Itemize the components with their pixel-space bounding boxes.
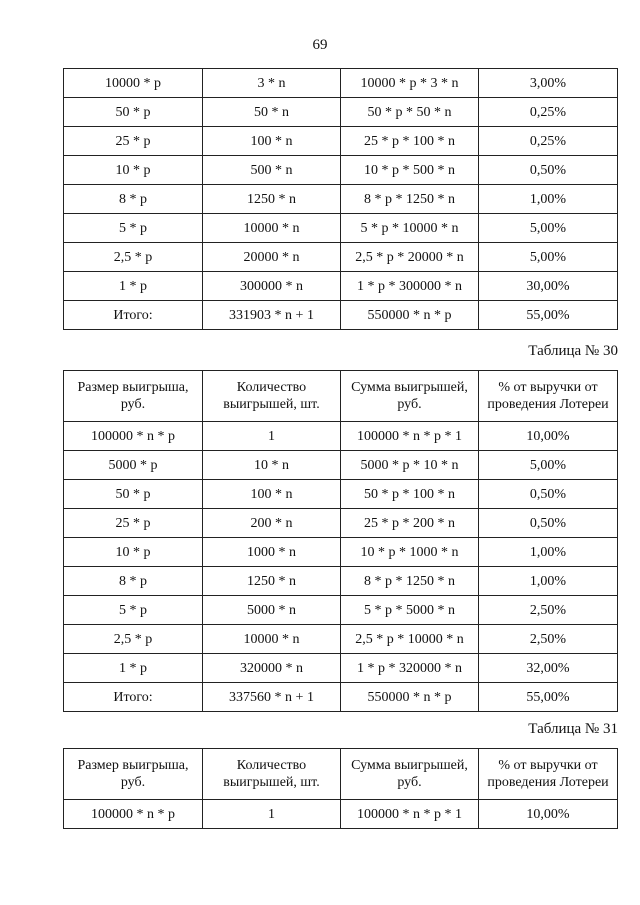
revenue-percent-cell: 30,00% [479,272,618,301]
prize-sum-cell: 2,5 * p * 10000 * n [341,625,479,654]
prize-count-cell: 100 * n [203,480,341,509]
prize-count-cell: 5000 * n [203,596,341,625]
prize-amount-cell: 10 * p [64,156,203,185]
prize-sum-cell: 50 * p * 100 * n [341,480,479,509]
prize-sum-cell: 550000 * n * p [341,683,479,712]
table-row [64,683,618,712]
prize-sum-cell: 8 * p * 1250 * n [341,567,479,596]
prize-sum-cell: 5000 * p * 10 * n [341,451,479,480]
prize-amount-cell: 8 * p [64,185,203,214]
prize-count-cell: 10000 * n [203,625,341,654]
prize-count-header: Количество выигрышей, шт. [203,371,341,422]
table-row [64,625,618,654]
table-row [64,156,618,185]
prize-amount-header: Размер выигрыша, руб. [64,371,203,422]
revenue-percent-cell: 1,00% [479,185,618,214]
revenue-percent-cell: 0,50% [479,480,618,509]
table-row [64,214,618,243]
prize-count-cell: 500 * n [203,156,341,185]
revenue-percent-header: % от выручки от проведения Лотереи [479,371,618,422]
table-31-caption: Таблица № 31 [528,721,618,737]
table-row [64,800,618,829]
prize-sum-cell: 2,5 * p * 20000 * n [341,243,479,272]
prize-amount-cell: 2,5 * p [64,625,203,654]
table-row [64,301,618,330]
prize-sum-cell: 10 * p * 500 * n [341,156,479,185]
prize-amount-cell: 100000 * n * p [64,800,203,829]
prize-amount-cell: 5000 * p [64,451,203,480]
prize-amount-cell: 1 * p [64,272,203,301]
prize-count-cell: 1250 * n [203,185,341,214]
prize-amount-cell: 50 * p [64,480,203,509]
revenue-percent-header: % от выручки от проведения Лотереи [479,749,618,800]
prize-sum-cell: 1 * p * 320000 * n [341,654,479,683]
revenue-percent-cell: 10,00% [479,422,618,451]
prize-table-31 [63,748,618,829]
table-row [64,272,618,301]
table-row [64,69,618,98]
table-30-caption: Таблица № 30 [528,343,618,359]
revenue-percent-cell: 3,00% [479,69,618,98]
prize-count-cell: 10 * n [203,451,341,480]
prize-count-cell: 200 * n [203,509,341,538]
prize-amount-cell: 10000 * p [64,69,203,98]
prize-amount-cell: 5 * p [64,214,203,243]
prize-count-cell: 50 * n [203,98,341,127]
table-row [64,654,618,683]
prize-amount-cell: 10 * p [64,538,203,567]
revenue-percent-cell: 10,00% [479,800,618,829]
table-row [64,567,618,596]
prize-amount-cell: 50 * p [64,98,203,127]
prize-count-cell: 3 * n [203,69,341,98]
prize-count-cell: 20000 * n [203,243,341,272]
table-row [64,127,618,156]
revenue-percent-cell: 1,00% [479,567,618,596]
prize-count-cell: 1000 * n [203,538,341,567]
prize-amount-cell: 8 * p [64,567,203,596]
prize-sum-cell: 8 * p * 1250 * n [341,185,479,214]
table-row [64,98,618,127]
prize-sum-cell: 25 * p * 100 * n [341,127,479,156]
prize-amount-cell: 1 * p [64,654,203,683]
prize-sum-cell: 100000 * n * p * 1 [341,800,479,829]
prize-count-cell: 1 [203,800,341,829]
table-row [64,509,618,538]
prize-sum-cell: 50 * p * 50 * n [341,98,479,127]
prize-sum-cell: 5 * p * 5000 * n [341,596,479,625]
revenue-percent-cell: 1,00% [479,538,618,567]
table-row [64,451,618,480]
table-header-row [64,749,618,800]
prize-count-cell: 1 [203,422,341,451]
prize-count-cell: 337560 * n + 1 [203,683,341,712]
prize-count-cell: 331903 * n + 1 [203,301,341,330]
table-row [64,185,618,214]
revenue-percent-cell: 32,00% [479,654,618,683]
prize-amount-cell: 2,5 * p [64,243,203,272]
prize-sum-cell: 5 * p * 10000 * n [341,214,479,243]
table-row [64,596,618,625]
prize-count-cell: 300000 * n [203,272,341,301]
prize-amount-header: Размер выигрыша, руб. [64,749,203,800]
prize-amount-cell: 25 * p [64,509,203,538]
prize-count-cell: 1250 * n [203,567,341,596]
table-row [64,480,618,509]
prize-sum-cell: 25 * p * 200 * n [341,509,479,538]
revenue-percent-cell: 0,25% [479,127,618,156]
table-row [64,243,618,272]
revenue-percent-cell: 5,00% [479,451,618,480]
revenue-percent-cell: 2,50% [479,625,618,654]
revenue-percent-cell: 0,25% [479,98,618,127]
prize-amount-cell: 25 * p [64,127,203,156]
prize-sum-header: Сумма выигрышей, руб. [341,371,479,422]
prize-amount-cell: Итого: [64,301,203,330]
table-row [64,422,618,451]
revenue-percent-cell: 2,50% [479,596,618,625]
prize-sum-cell: 550000 * n * p [341,301,479,330]
revenue-percent-cell: 0,50% [479,156,618,185]
prize-sum-cell: 1 * p * 300000 * n [341,272,479,301]
revenue-percent-cell: 5,00% [479,214,618,243]
revenue-percent-cell: 0,50% [479,509,618,538]
revenue-percent-cell: 55,00% [479,683,618,712]
table-row [64,538,618,567]
revenue-percent-cell: 55,00% [479,301,618,330]
prize-count-cell: 100 * n [203,127,341,156]
prize-table-continued [63,68,618,330]
table-header-row [64,371,618,422]
prize-table-30 [63,370,618,712]
prize-sum-header: Сумма выигрышей, руб. [341,749,479,800]
prize-count-cell: 320000 * n [203,654,341,683]
page-number: 69 [312,37,328,53]
prize-sum-cell: 10000 * p * 3 * n [341,69,479,98]
prize-sum-cell: 10 * p * 1000 * n [341,538,479,567]
prize-count-header: Количество выигрышей, шт. [203,749,341,800]
prize-amount-cell: 100000 * n * p [64,422,203,451]
prize-amount-cell: Итого: [64,683,203,712]
revenue-percent-cell: 5,00% [479,243,618,272]
prize-count-cell: 10000 * n [203,214,341,243]
prize-sum-cell: 100000 * n * p * 1 [341,422,479,451]
prize-amount-cell: 5 * p [64,596,203,625]
